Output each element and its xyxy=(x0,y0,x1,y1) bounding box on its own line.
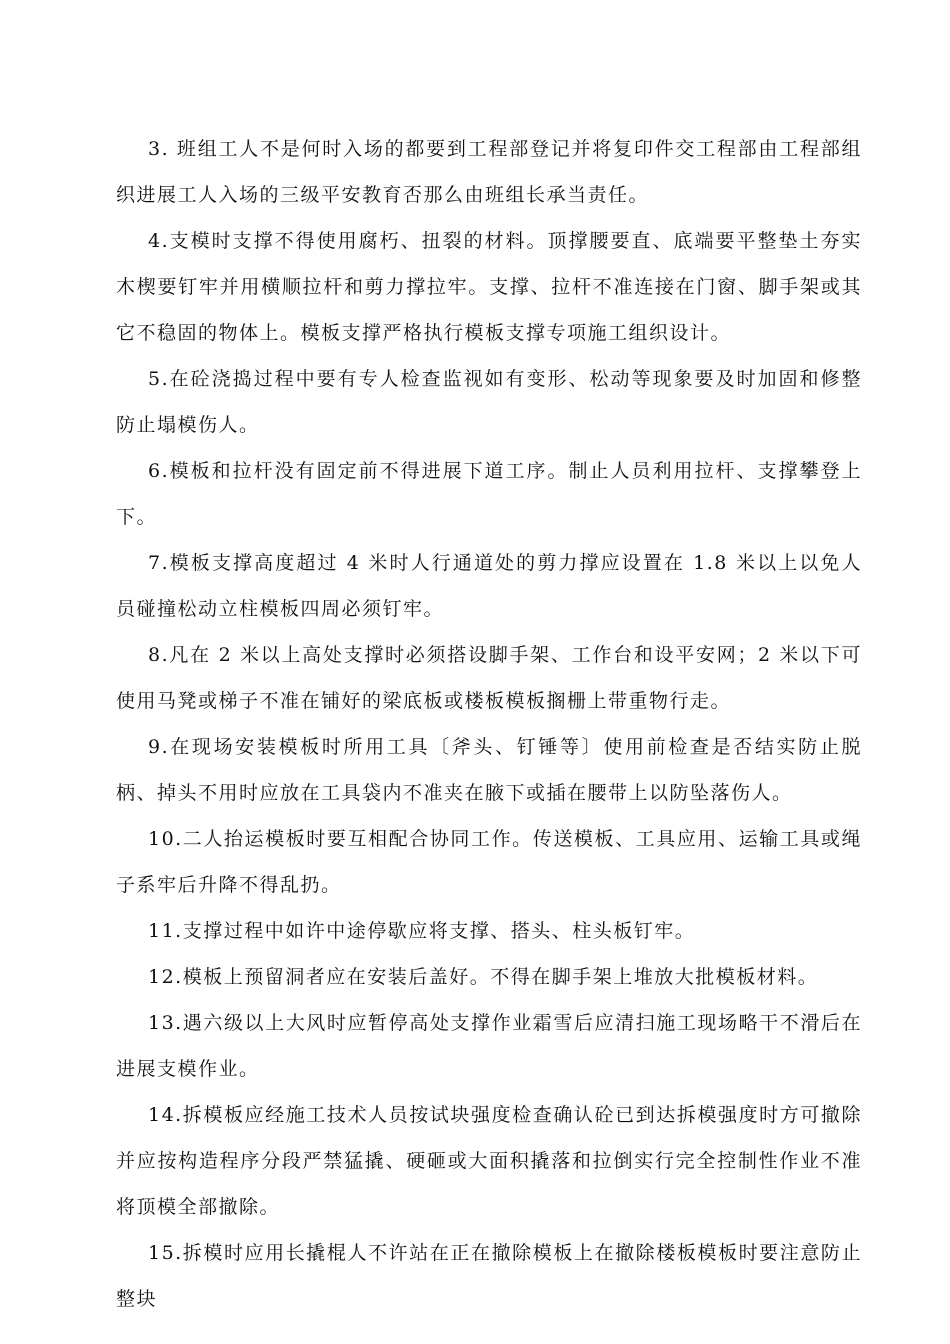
paragraph-item-15: 15.拆模时应用长撬棍人不许站在正在撤除模板上在撤除楼板模板时要注意防止整块 xyxy=(116,1242,862,1310)
paragraph-item-10: 10.二人抬运模板时要互相配合协同工作。传送模板、工具应用、运输工具或绳子系牢后升降不得乱扔。 xyxy=(116,828,862,896)
document-body xyxy=(116,126,862,1322)
paragraph-item-14: 14.拆模板应经施工技术人员按试块强度检查确认砼已到达拆模强度时方可撤除并应按构造程序分段严禁猛撬、硬砸或大面积撬落和拉倒实行完全控制性作业不准将顶模全部撤除。 xyxy=(116,1104,862,1218)
paragraph-item-8: 8.凡在 2 米以上高处支撑时必须搭设脚手架、工作台和设平安网；2 米以下可使用马凳或梯子不准在铺好的梁底板或楼板模板搁栅上带重物行走。 xyxy=(116,644,862,712)
paragraph-item-7: 7.模板支撑高度超过 4 米时人行通道处的剪力撑应设置在 1.8 米以上以免人员碰撞松动立柱模板四周必须钉牢。 xyxy=(116,552,862,620)
paragraph-item-4: 4.支模时支撑不得使用腐朽、扭裂的材料。顶撑腰要直、底端要平整垫土夯实木楔要钉牢并用横顺拉杆和剪力撑拉牢。支撑、拉杆不准连接在门窗、脚手架或其它不稳固的物体上。模板支撑严格执行模板支撑专项施工组织设计。 xyxy=(116,230,862,344)
paragraph-item-12: 12.模板上预留洞者应在安装后盖好。不得在脚手架上堆放大批模板材料。 xyxy=(148,966,819,988)
paragraph-item-5: 5.在砼浇捣过程中要有专人检查监视如有变形、松动等现象要及时加固和修整防止塌模伤人。 xyxy=(116,368,862,436)
paragraph-item-13: 13.遇六级以上大风时应暂停高处支撑作业霜雪后应清扫施工现场略干不滑后在进展支模作业。 xyxy=(116,1012,862,1080)
paragraph-item-9: 9.在现场安装模板时所用工具〔斧头、钉锤等〕使用前检查是否结实防止脱柄、掉头不用时应放在工具袋内不准夹在腋下或插在腰带上以防坠落伤人。 xyxy=(116,736,862,804)
paragraph-item-6: 6.模板和拉杆没有固定前不得进展下道工序。制止人员利用拉杆、支撑攀登上下。 xyxy=(116,460,862,528)
paragraph-item-11: 11.支撑过程中如许中途停歇应将支撑、搭头、柱头板钉牢。 xyxy=(148,920,696,942)
paragraph-item-3: 3. 班组工人不是何时入场的都要到工程部登记并将复印件交工程部由工程部组织进展工人入场的三级平安教育否那么由班组长承当责任。 xyxy=(116,138,862,206)
